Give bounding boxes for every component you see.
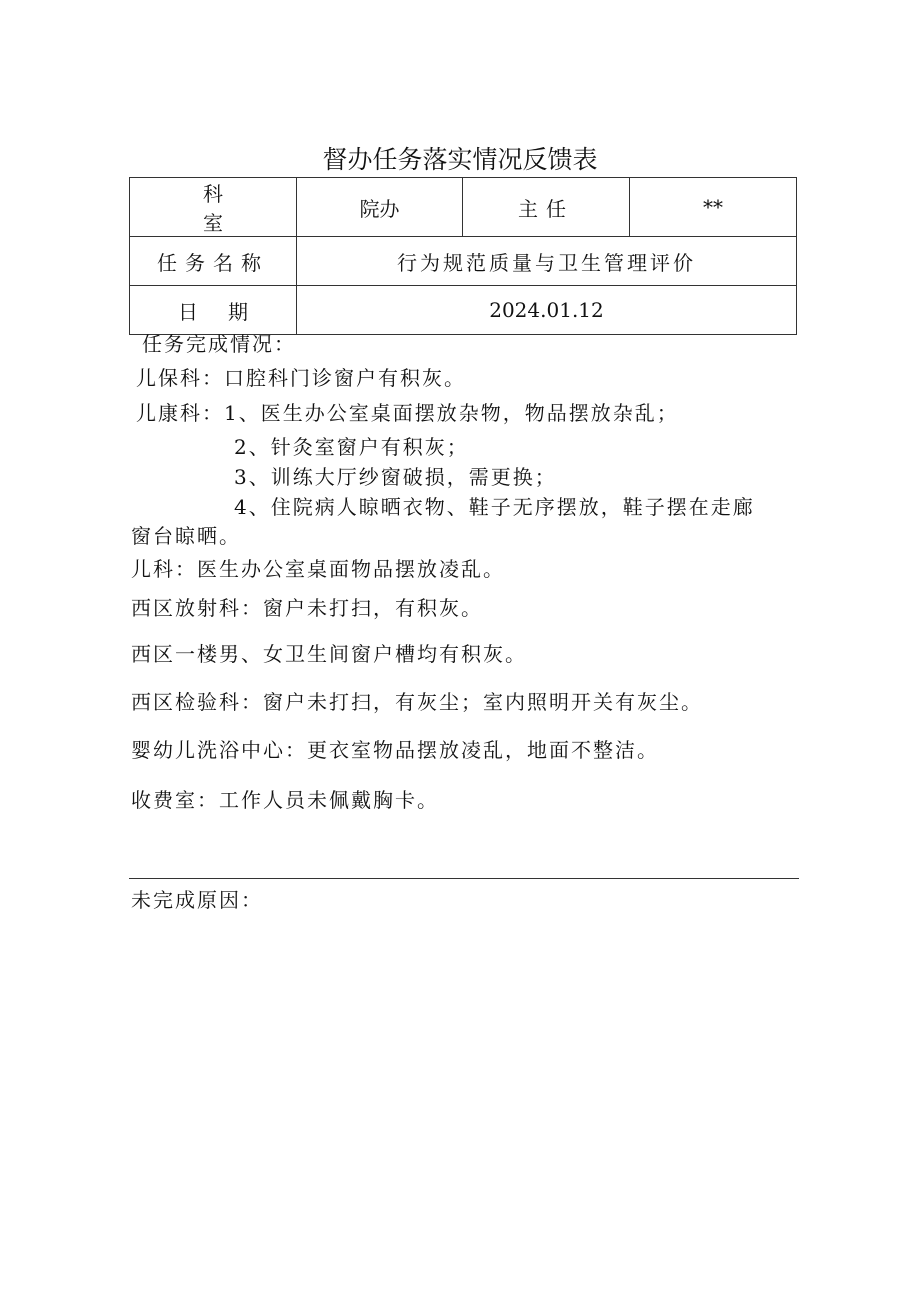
task-label: 任务名称 [130, 237, 297, 286]
completion-line: 西区检验科：窗户未打扫，有灰尘；室内照明开关有灰尘。 [131, 690, 703, 714]
task-value: 行为规范质量与卫生管理评价 [297, 237, 797, 286]
completion-line: 收费室：工作人员未佩戴胸卡。 [131, 788, 439, 812]
date-label: 日期 [130, 286, 297, 335]
date-value: 2024.01.12 [297, 286, 797, 335]
completion-line: 儿保科：口腔科门诊窗户有积灰。 [136, 366, 466, 390]
completion-line: 婴幼儿洗浴中心：更衣室物品摆放凌乱，地面不整洁。 [131, 738, 659, 762]
section-divider [129, 878, 799, 879]
completion-line: 4、住院病人晾晒衣物、鞋子无序摆放，鞋子摆在走廊 [234, 495, 755, 519]
completion-line: 2、针灸室窗户有积灰； [234, 435, 469, 459]
dept-value: 院办 [297, 178, 463, 237]
completion-heading: 任务完成情况： [142, 332, 296, 356]
incomplete-reason-label: 未完成原因： [131, 888, 263, 912]
completion-line: 3、训练大厅纱窗破损，需更换； [234, 465, 557, 489]
dept-label: 科室 [130, 178, 297, 237]
completion-line: 窗台晾晒。 [131, 524, 241, 548]
form-title: 督办任务落实情况反馈表 [322, 145, 598, 174]
info-table [129, 177, 797, 335]
head-label: 主任 [463, 178, 630, 237]
head-value: ** [630, 178, 797, 237]
completion-line: 儿康科：1、医生办公室桌面摆放杂物，物品摆放杂乱； [136, 401, 679, 425]
table-row [130, 178, 797, 237]
completion-line: 西区一楼男、女卫生间窗户槽均有积灰。 [131, 642, 527, 666]
completion-line: 儿科：医生办公室桌面物品摆放凌乱。 [131, 557, 505, 581]
table-row [130, 237, 797, 286]
completion-line: 西区放射科：窗户未打扫，有积灰。 [131, 596, 483, 620]
